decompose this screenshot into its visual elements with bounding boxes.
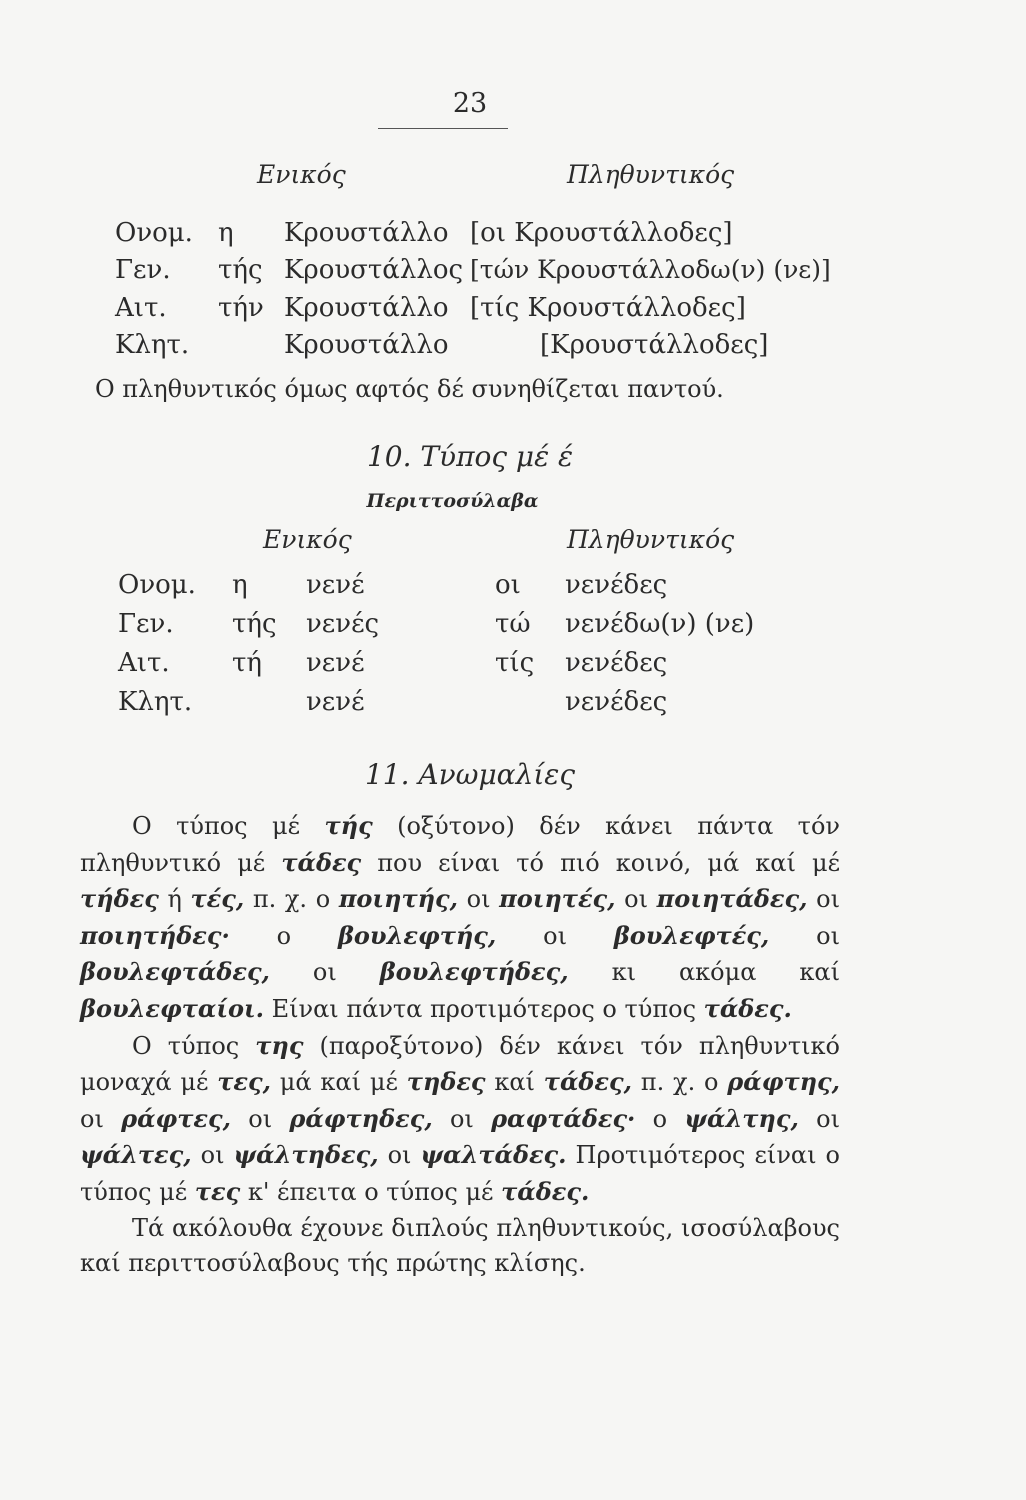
plural-usage-note: Ο πληθυντικός όμως αφτός δέ συνηθίζεται παντού. — [95, 375, 724, 403]
case-label: Γεν. — [115, 255, 171, 285]
singular-form: νενέ — [306, 570, 365, 600]
case-label: Γεν. — [118, 609, 174, 639]
section-10-subtitle: Περιττοσύλαβα — [366, 490, 539, 512]
section-11-body — [80, 808, 840, 1282]
article: η — [232, 570, 248, 600]
paragraph-double-plurals: Τά ακόλουθα έχουνε διπλούς πληθυντικούς, ισοσύλαβους καί περιττοσύλαβους τής πρώτης κλίσης. — [80, 1213, 840, 1278]
header-singular: Ενικός — [263, 525, 352, 554]
plural-form: [οι Κρουστάλλοδες] — [470, 218, 733, 248]
singular-form: Κρουστάλλο — [284, 330, 449, 360]
case-label: Αιτ. — [115, 293, 167, 323]
section-11-title: 11. Ανωμαλίες — [364, 758, 576, 791]
plural-article: οι — [495, 570, 521, 600]
plural-form: [τίς Κρουστάλλοδες] — [470, 293, 746, 323]
article: τή — [232, 648, 262, 678]
header-plural: Πληθυντικός — [567, 160, 735, 189]
article: η — [218, 218, 234, 248]
plural-form: νενέδες — [565, 648, 668, 678]
case-label: Αιτ. — [118, 648, 170, 678]
article: τήν — [218, 293, 264, 323]
case-label: Κλητ. — [115, 330, 190, 360]
case-label: Κλητ. — [118, 687, 193, 717]
plural-form: νενέδες — [565, 570, 668, 600]
singular-form: Κρουστάλλος — [284, 255, 464, 285]
plural-form: [τών Κρουστάλλοδω(ν) (νε)] — [470, 255, 831, 284]
plural-article: τώ — [495, 609, 531, 639]
singular-form: νενές — [306, 609, 380, 639]
paragraph-paroxytone: Ο τύπος της (παροξύτονο) δέν κάνει τόν πληθυντικό μοναχά μέ τες, μά καί μέ τηδες καί τάδες, π. χ. ο ράφτης, οι ράφτες, οι ράφτηδες, οι ραφτάδες· ο ψάλτης, οι ψάλτες, οι ψάλτηδες, οι ψαλτάδες. Προτιμότερος είναι ο τύπος μέ τες κ' έπειτα ο τύπος μέ τάδες. — [80, 1030, 841, 1206]
singular-form: Κρουστάλλο — [284, 293, 449, 323]
paragraph-oxytone: Ο τύπος μέ τής (οξύτονο) δέν κάνει πάντα τόν πληθυντικό μέ τάδες που είναι τό πιό κοινό, μά καί μέ τήδες ή τές, π. χ. ο ποιητής, οι ποιητές, οι ποιητάδες, οι ποιητήδες· ο βουλεφτής, οι βουλεφτές, οι βουλεφτάδες, οι βουλεφτήδες, κι ακόμα καί βουλεφταίοι. Είναι πάντα προτιμότερος ο τύπος τάδες. — [80, 811, 841, 1023]
article: τής — [232, 609, 277, 639]
plural-form: [Κρουστάλλοδες] — [540, 330, 769, 360]
header-plural: Πληθυντικός — [567, 525, 735, 554]
singular-form: νενέ — [306, 687, 365, 717]
case-label: Ονομ. — [115, 218, 193, 248]
article: τής — [218, 255, 263, 285]
plural-form: νενέδες — [565, 687, 668, 717]
header-rule — [378, 128, 508, 129]
plural-article: τίς — [495, 648, 535, 678]
header-singular: Ενικός — [257, 160, 346, 189]
case-label: Ονομ. — [118, 570, 196, 600]
singular-form: Κρουστάλλο — [284, 218, 449, 248]
plural-form: νενέδω(ν) (νε) — [565, 609, 755, 639]
section-10-title: 10. Τύπος μέ έ — [366, 440, 574, 473]
page-number: 23 — [452, 88, 488, 119]
singular-form: νενέ — [306, 648, 365, 678]
